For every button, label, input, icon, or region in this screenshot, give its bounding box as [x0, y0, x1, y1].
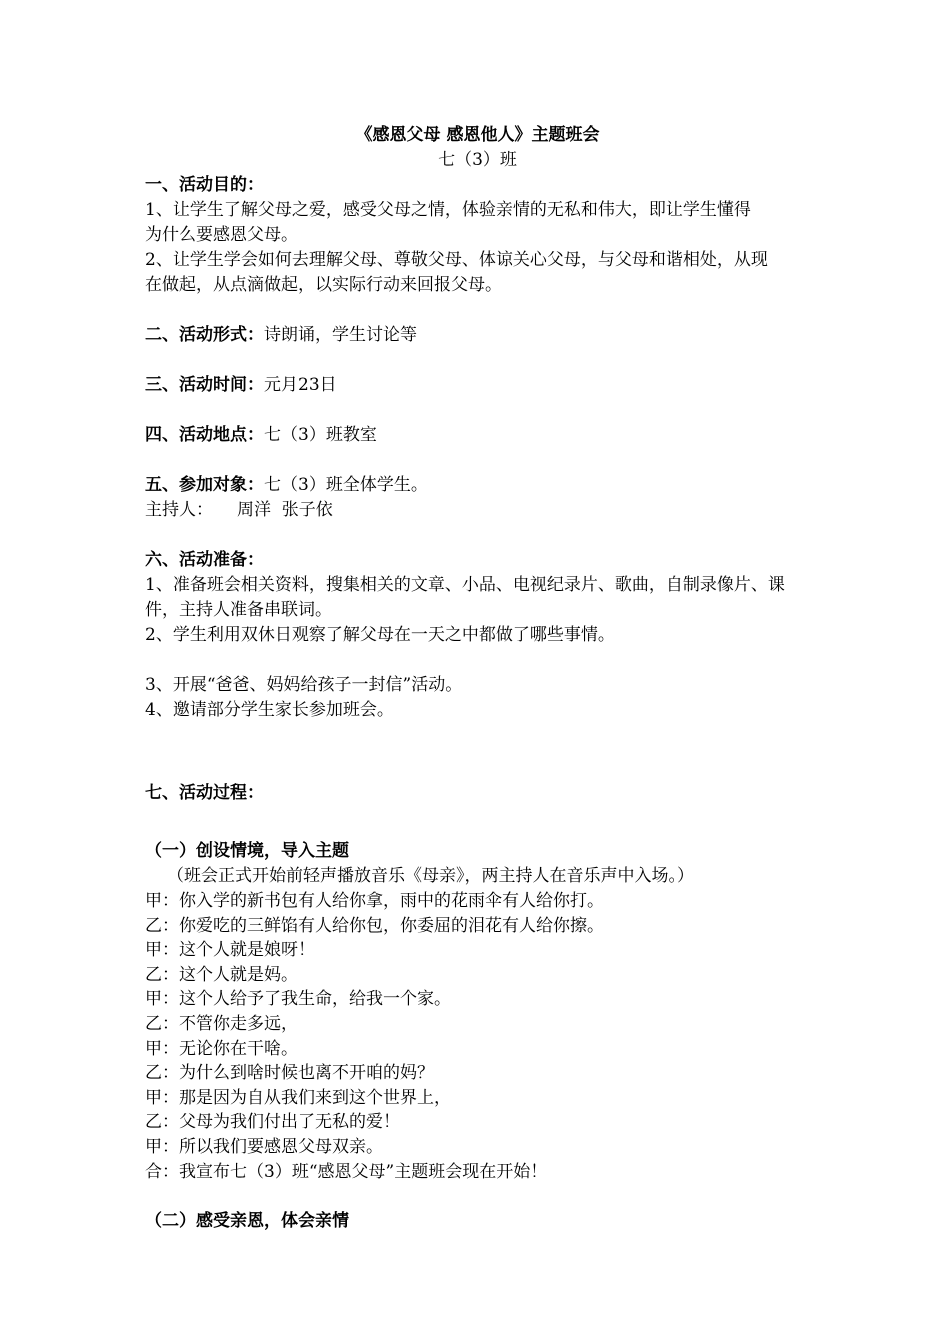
- dialog-line: 甲：你入学的新书包有人给你拿，雨中的花雨伞有人给你打。: [145, 891, 604, 911]
- purpose-item-2-line-2: 在做起，从点滴做起，以实际行动来回报父母。: [145, 275, 502, 295]
- section-heading-process: 七、活动过程：: [145, 783, 264, 803]
- dialog-line: 乙：为什么到啥时候也离不开咱的妈？: [145, 1063, 434, 1084]
- form-value: 诗朗诵，学生讨论等: [264, 325, 417, 345]
- preparation-item-4: 4、邀请部分学生家长参加班会。: [145, 700, 394, 720]
- page-title: 《感恩父母 感恩他人》主题班会: [355, 125, 600, 145]
- time-value: 元月23日: [264, 375, 337, 395]
- page-subtitle: 七（3）班: [438, 150, 517, 170]
- section-heading-purpose: 一、活动目的：: [145, 175, 264, 195]
- dialog-line: 甲：所以我们要感恩父母双亲。: [145, 1136, 383, 1157]
- section-location: [145, 423, 810, 448]
- preparation-item-1-line-2: 件，主持人准备串联词。: [145, 600, 332, 620]
- purpose-item-1-line-2: 为什么要感恩父母。: [145, 225, 298, 245]
- dialog-line: 甲：那是因为自从我们来到这个世界上，: [145, 1087, 451, 1108]
- dialog-line: 乙：不管你走多远，: [145, 1013, 298, 1034]
- dialog-line: 合：我宣布七（3）班“感恩父母”主题班会现在开始！: [145, 1161, 548, 1182]
- location-value: 七（3）班教室: [264, 425, 377, 445]
- host-names: 周洋 张子依: [237, 500, 333, 520]
- section-heading-location: 四、活动地点：: [145, 425, 264, 445]
- purpose-item-1-line-1: 1、让学生了解父母之爱，感受父母之情，体验亲情的无私和伟大，即让学生懂得: [145, 200, 751, 220]
- process-part-1-note: （班会正式开始前轻声播放音乐《母亲》，两主持人在音乐声中入场。）: [167, 866, 694, 886]
- dialog-line: 乙：父母为我们付出了无私的爱！: [145, 1112, 400, 1133]
- section-heading-participants: 五、参加对象：: [145, 475, 264, 495]
- process-part-2-heading: （二）感受亲恩，体会亲情: [145, 1211, 349, 1232]
- preparation-item-1-line-1: 1、准备班会相关资料，搜集相关的文章、小品、电视纪录片、歌曲，自制录像片、课: [145, 575, 785, 595]
- section-heading-preparation: 六、活动准备：: [145, 550, 264, 570]
- preparation-item-2: 2、学生利用双休日观察了解父母在一天之中都做了哪些事情。: [145, 625, 615, 645]
- section-heading-form: 二、活动形式：: [145, 325, 264, 345]
- host-line: [145, 498, 810, 523]
- section-participants: [145, 473, 810, 498]
- dialog-line: 乙：这个人就是妈。: [145, 964, 298, 985]
- dialog-line: 乙：你爱吃的三鲜馅有人给你包，你委屈的泪花有人给你擦。: [145, 915, 604, 936]
- process-part-1-heading: （一）创设情境，导入主题: [145, 841, 349, 861]
- dialog-line: 甲：这个人给予了我生命，给我一个家。: [145, 989, 451, 1010]
- host-label: 主持人：: [145, 500, 213, 520]
- participants-value: 七（3）班全体学生。: [264, 475, 428, 495]
- section-time: [145, 373, 810, 398]
- dialog-line: 甲：无论你在干啥。: [145, 1038, 298, 1059]
- document-page: [145, 123, 810, 1234]
- section-heading-time: 三、活动时间：: [145, 375, 264, 395]
- purpose-item-2-line-1: 2、让学生学会如何去理解父母、尊敬父母、体谅关心父母，与父母和谐相处，从现: [145, 250, 768, 270]
- section-form: [145, 323, 810, 348]
- dialog-list: [145, 889, 810, 1184]
- dialog-line: 甲：这个人就是娘呀！: [145, 940, 315, 961]
- preparation-item-3: 3、开展“爸爸、妈妈给孩子一封信”活动。: [145, 675, 463, 695]
